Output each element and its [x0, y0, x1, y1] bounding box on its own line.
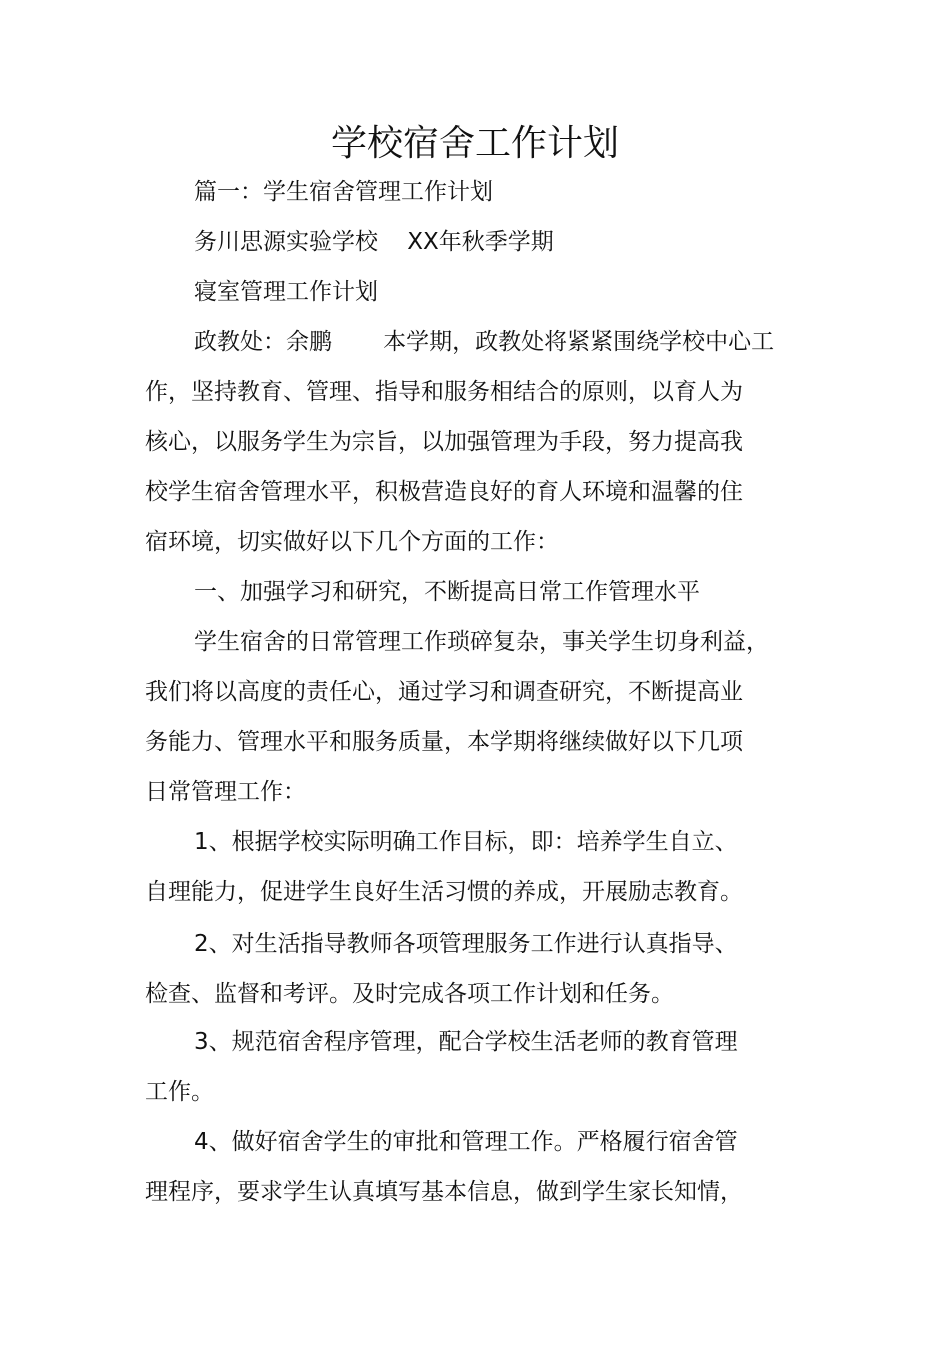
list-item-line: 2、对生活指导教师各项管理服务工作进行认真指导、	[194, 931, 738, 957]
section-heading: 一、加强学习和研究，不断提高日常工作管理水平	[194, 579, 700, 605]
paragraph-line: 日常管理工作：	[145, 779, 306, 805]
list-item-line: 3、规范宿舍程序管理，配合学校生活老师的教育管理	[194, 1029, 738, 1055]
subtitle-line: 篇一：学生宿舍管理工作计划	[194, 179, 493, 205]
list-item-line: 1、根据学校实际明确工作目标，即：培养学生自立、	[194, 829, 738, 855]
paragraph-line: 务能力、管理水平和服务质量，本学期将继续做好以下几项	[145, 729, 743, 755]
paragraph-line: 核心，以服务学生为宗旨，以加强管理为手段，努力提高我	[145, 429, 743, 455]
paragraph-line: 学生宿舍的日常管理工作琐碎复杂，事关学生切身利益，	[194, 629, 769, 655]
paragraph-line: 校学生宿舍管理水平，积极营造良好的育人环境和温馨的住	[145, 479, 743, 505]
document-title: 学校宿舍工作计划	[330, 123, 619, 164]
paragraph-line: 作，坚持教育、管理、指导和服务相结合的原则，以育人为	[145, 379, 743, 405]
list-item-line: 工作。	[145, 1079, 214, 1105]
paragraph-line: 政教处：余鹏 本学期，政教处将紧紧围绕学校中心工	[194, 329, 775, 355]
list-item-line: 检查、监督和考评。及时完成各项工作计划和任务。	[145, 981, 674, 1007]
paragraph-line: 我们将以高度的责任心，通过学习和调查研究，不断提高业	[145, 679, 743, 705]
list-item-line: 自理能力，促进学生良好生活习惯的养成，开展励志教育。	[145, 879, 743, 905]
plan-name-line: 寝室管理工作计划	[194, 279, 378, 305]
school-line: 务川思源实验学校 XX年秋季学期	[194, 229, 554, 255]
list-item-line: 理程序，要求学生认真填写基本信息，做到学生家长知情，	[145, 1179, 743, 1205]
paragraph-line: 宿环境，切实做好以下几个方面的工作：	[145, 529, 559, 555]
list-item-line: 4、做好宿舍学生的审批和管理工作。严格履行宿舍管	[194, 1129, 738, 1155]
